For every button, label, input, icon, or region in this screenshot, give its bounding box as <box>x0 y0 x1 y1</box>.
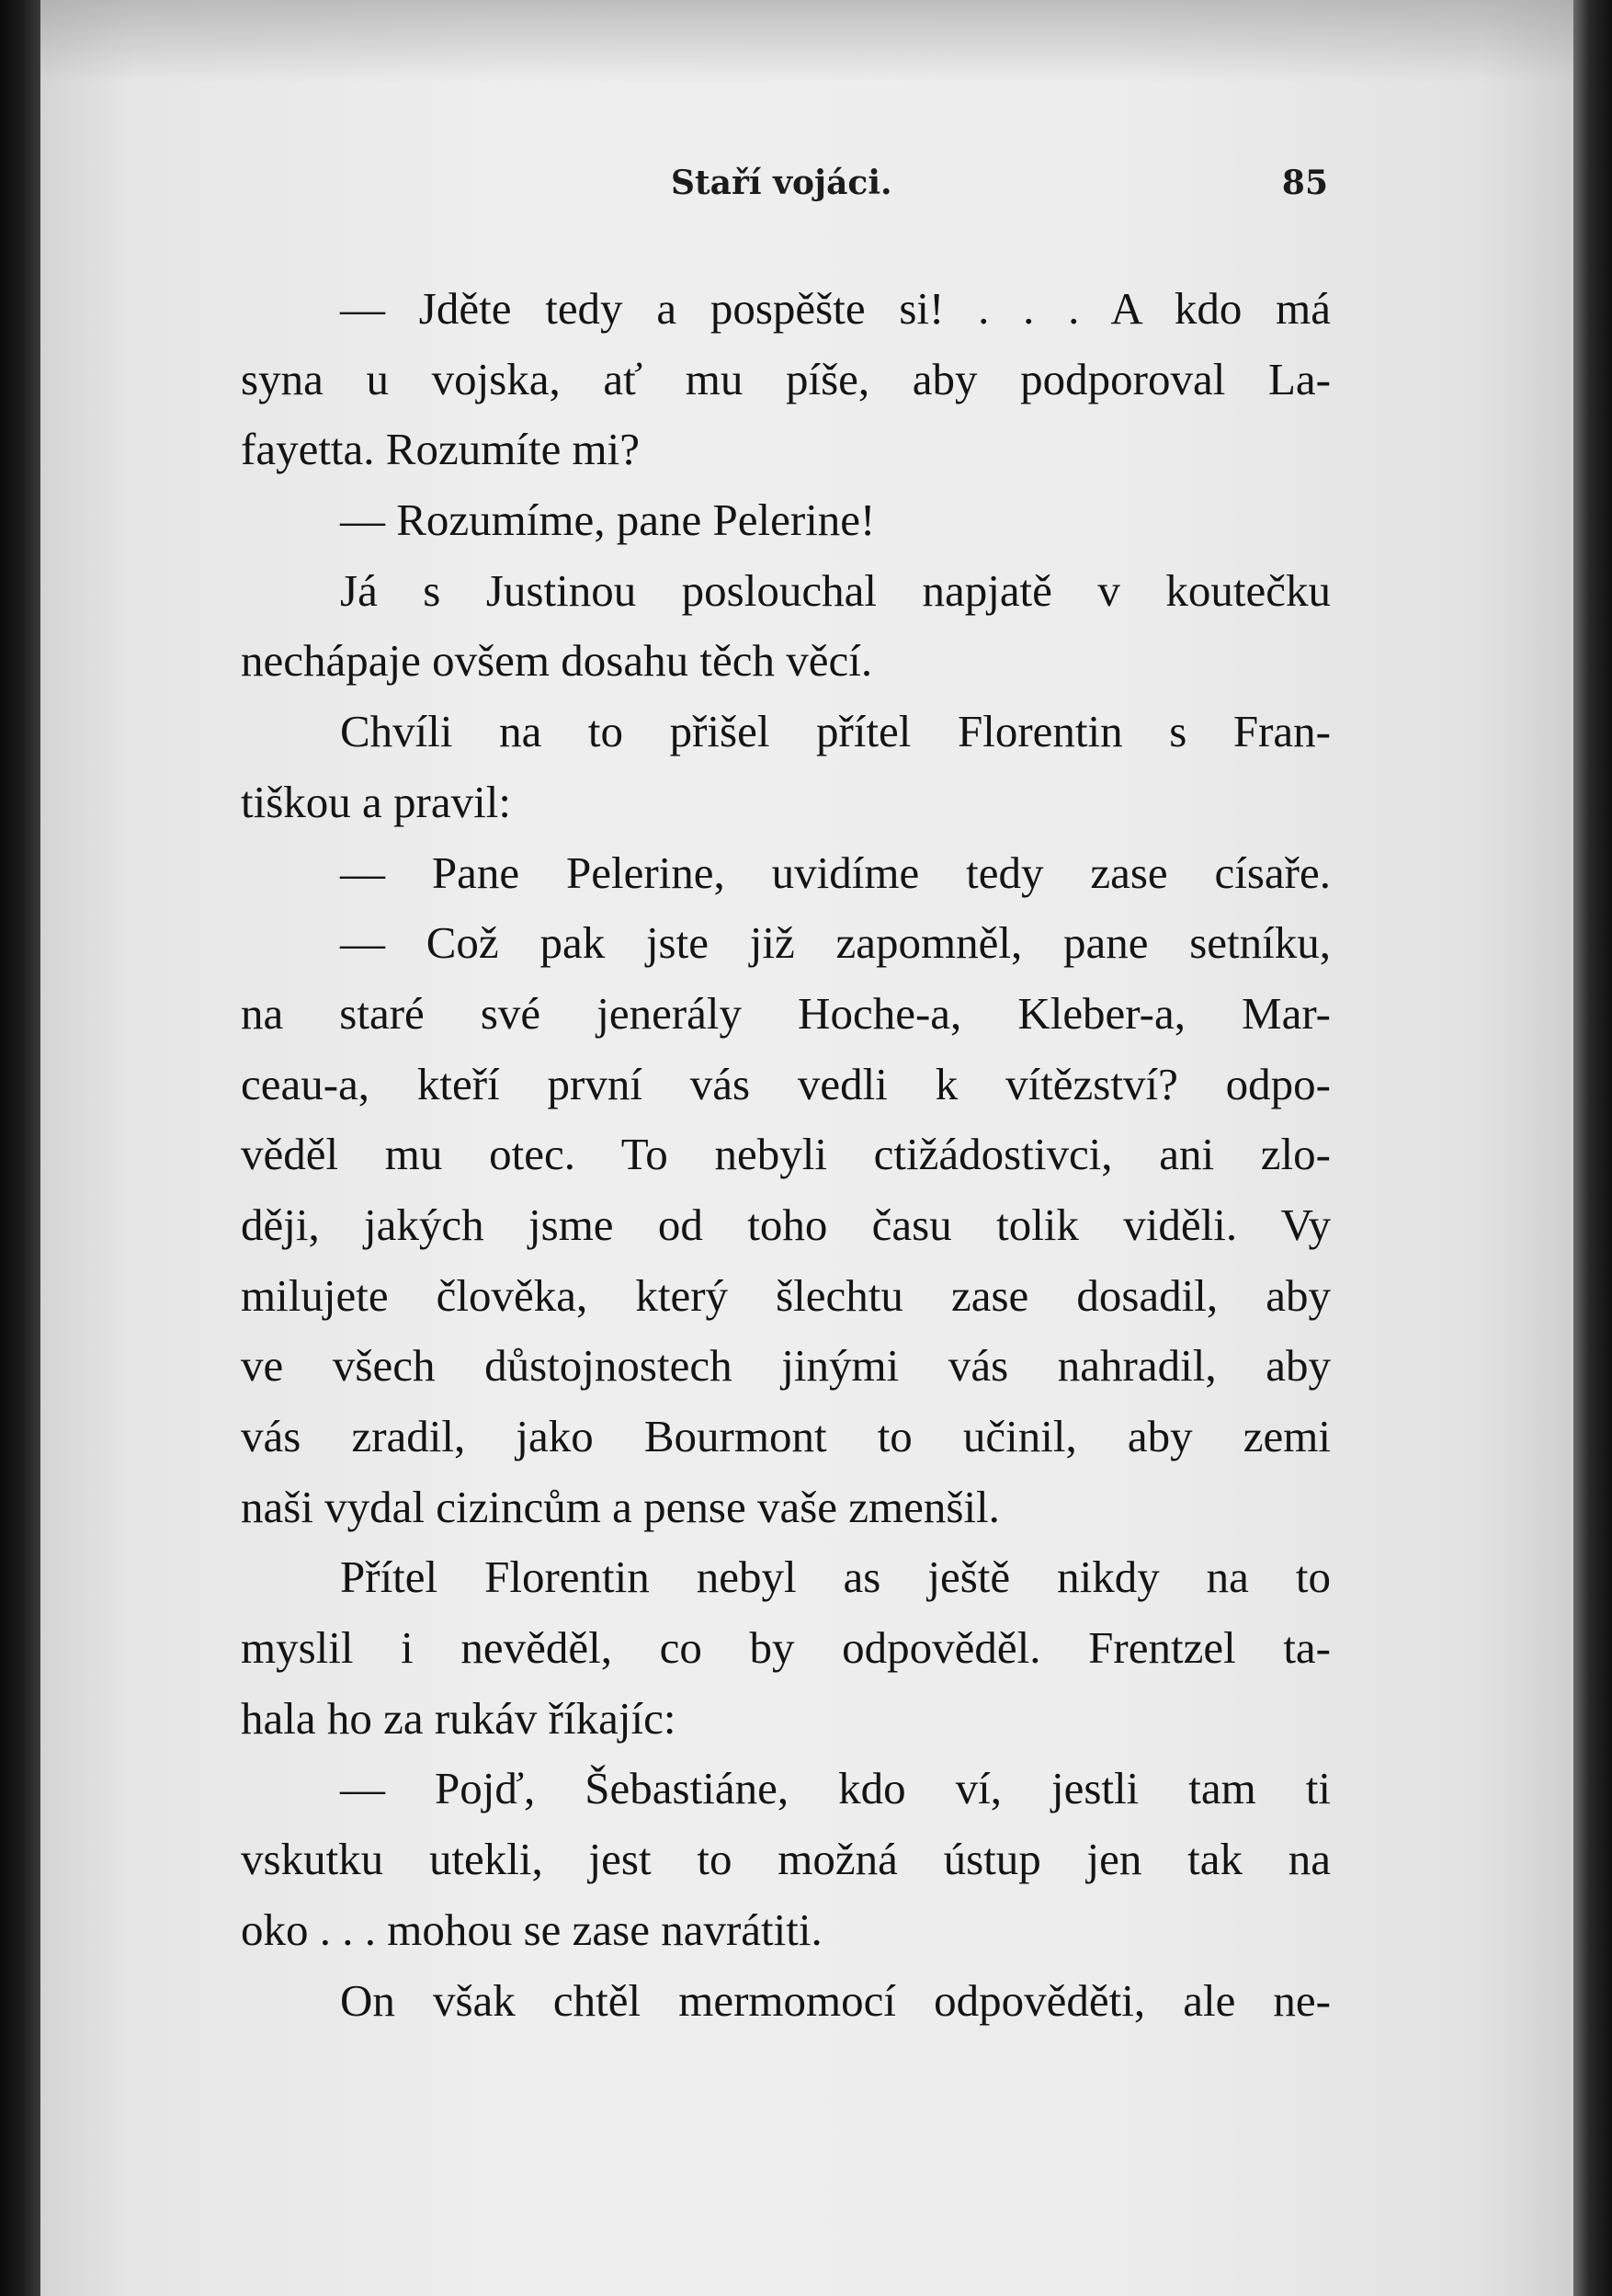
text-line: milujete člověka, který šlechtu zase dosadil, aby <box>241 1269 1331 1321</box>
text-line: ve všech důstojnostech jinými vás nahradil, aby <box>241 1340 1331 1392</box>
text-line: On však chtěl mermomocí odpověděti, ale ne- <box>340 1974 1331 2026</box>
text-line: ceau-a, kteří první vás vedli k vítězství? odpo- <box>241 1058 1331 1109</box>
text-line: myslil i nevěděl, co by odpověděl. Frentzel ta- <box>241 1622 1331 1674</box>
text-line: hala ho za rukáv říkajíc: <box>241 1692 676 1744</box>
text-line: Chvíli na to přišel přítel Florentin s Fran- <box>340 706 1331 757</box>
running-head: Staří vojáci. <box>671 164 892 202</box>
text-line: syna u vojska, ať mu píše, aby podporoval La- <box>241 353 1331 404</box>
body-text <box>241 274 1331 2036</box>
text-line: fayetta. Rozumíte mi? <box>241 424 641 475</box>
text-line: věděl mu otec. To nebyli ctižádostivci, ani zlo- <box>241 1129 1331 1180</box>
page-top-shadow <box>40 0 1573 83</box>
text-line: — Pojď, Šebastiáne, kdo ví, jestli tam ti <box>340 1763 1331 1814</box>
text-line: Já s Justinou poslouchal napjatě v koutečku <box>340 564 1331 616</box>
text-line: — Pane Pelerine, uvidíme tedy zase císaře. <box>340 847 1331 898</box>
scan-left-edge <box>0 0 40 2296</box>
page-number: 85 <box>1281 164 1328 202</box>
text-line: — Jděte tedy a pospěšte si! . . . A kdo má <box>340 283 1331 334</box>
page-header <box>671 164 1328 208</box>
text-line: vskutku utekli, jest to možná ústup jen tak na <box>241 1834 1331 1885</box>
text-line: nechápaje ovšem dosahu těch věcí. <box>241 635 873 687</box>
text-line: vás zradil, jako Bourmont to učinil, aby zemi <box>241 1411 1331 1461</box>
text-line: — Rozumíme, pane Pelerine! <box>340 494 876 546</box>
scan-right-edge <box>1573 0 1612 2296</box>
text-line: — Což pak jste již zapomněl, pane setníku, <box>340 917 1331 969</box>
text-line: naši vydal cizincům a pense vaše zmenšil. <box>241 1481 1000 1532</box>
text-line: ději, jakých jsme od toho času tolik viděli. Vy <box>241 1199 1331 1250</box>
text-line: oko . . . mohou se zase navrátiti. <box>241 1904 823 1955</box>
text-line: tiškou a pravil: <box>241 776 511 827</box>
text-line: Přítel Florentin nebyl as ještě nikdy na to <box>340 1552 1331 1603</box>
text-line: na staré své jenerály Hoche-a, Kleber-a, Mar- <box>241 987 1331 1039</box>
